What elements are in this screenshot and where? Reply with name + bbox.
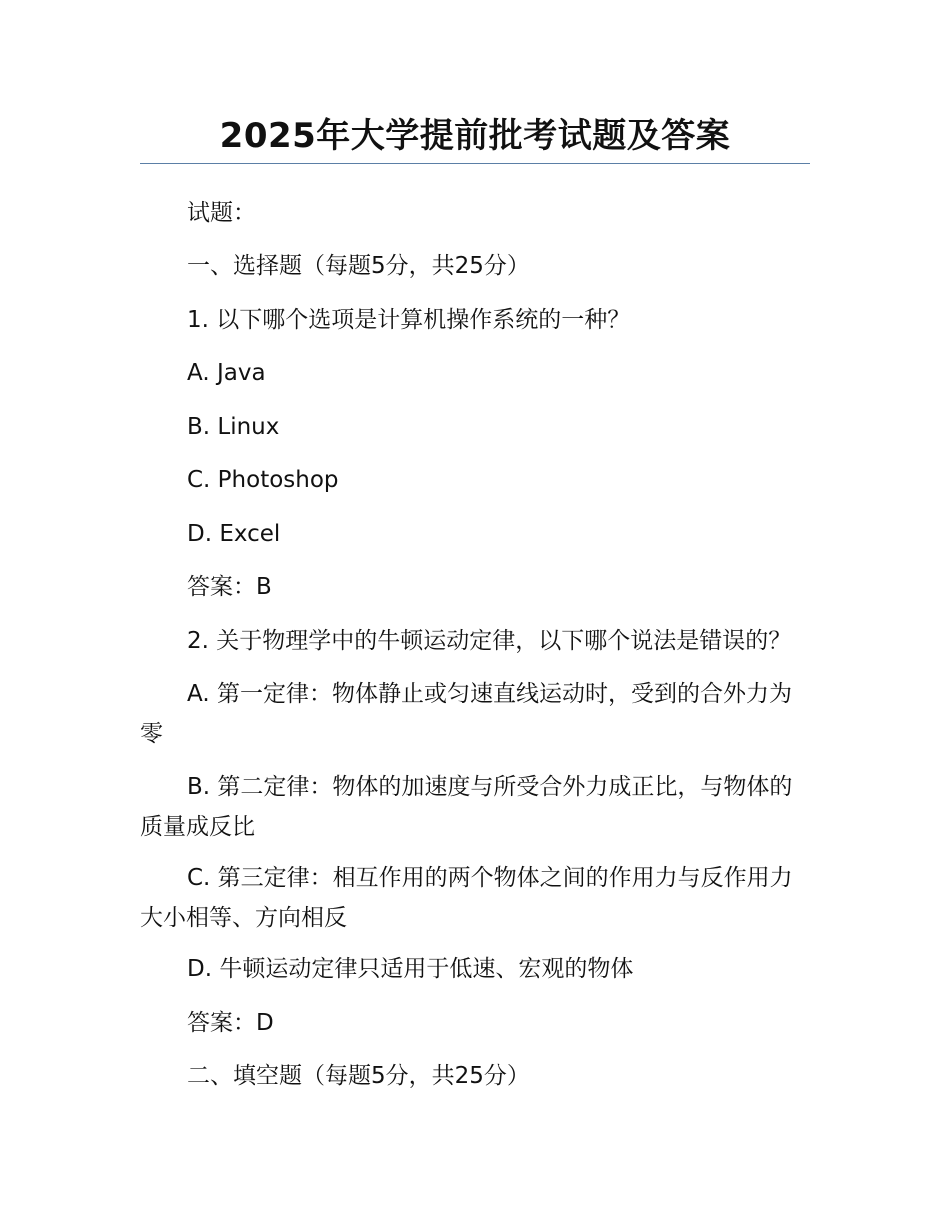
question-1: 1. 以下哪个选项是计算机操作系统的一种？ — [187, 307, 631, 333]
q2-answer: 答案：D — [187, 1010, 274, 1036]
document-title: 2025年大学提前批考试题及答案 — [219, 116, 731, 156]
q1-option-a: A. Java — [187, 360, 266, 386]
section-heading-fill-blank: 二、填空题（每题5分，共25分） — [187, 1063, 530, 1089]
q2-option-d: D. 牛顿运动定律只适用于低速、宏观的物体 — [187, 956, 634, 982]
title-underline — [140, 163, 810, 164]
section-label-questions: 试题： — [187, 200, 256, 226]
q2-option-a: A. 第一定律：物体静止或匀速直线运动时，受到的合外力为零 — [140, 681, 792, 747]
q2-option-c: C. 第三定律：相互作用的两个物体之间的作用力与反作用力大小相等、方向相反 — [140, 865, 793, 931]
question-2: 2. 关于物理学中的牛顿运动定律，以下哪个说法是错误的？ — [187, 628, 792, 654]
q1-option-c: C. Photoshop — [187, 467, 339, 493]
section-heading-choice: 一、选择题（每题5分，共25分） — [187, 253, 530, 279]
q1-option-d: D. Excel — [187, 521, 281, 547]
q1-option-b: B. Linux — [187, 414, 280, 440]
q1-answer: 答案：B — [187, 574, 272, 600]
q2-option-b: B. 第二定律：物体的加速度与所受合外力成正比，与物体的质量成反比 — [140, 774, 793, 840]
